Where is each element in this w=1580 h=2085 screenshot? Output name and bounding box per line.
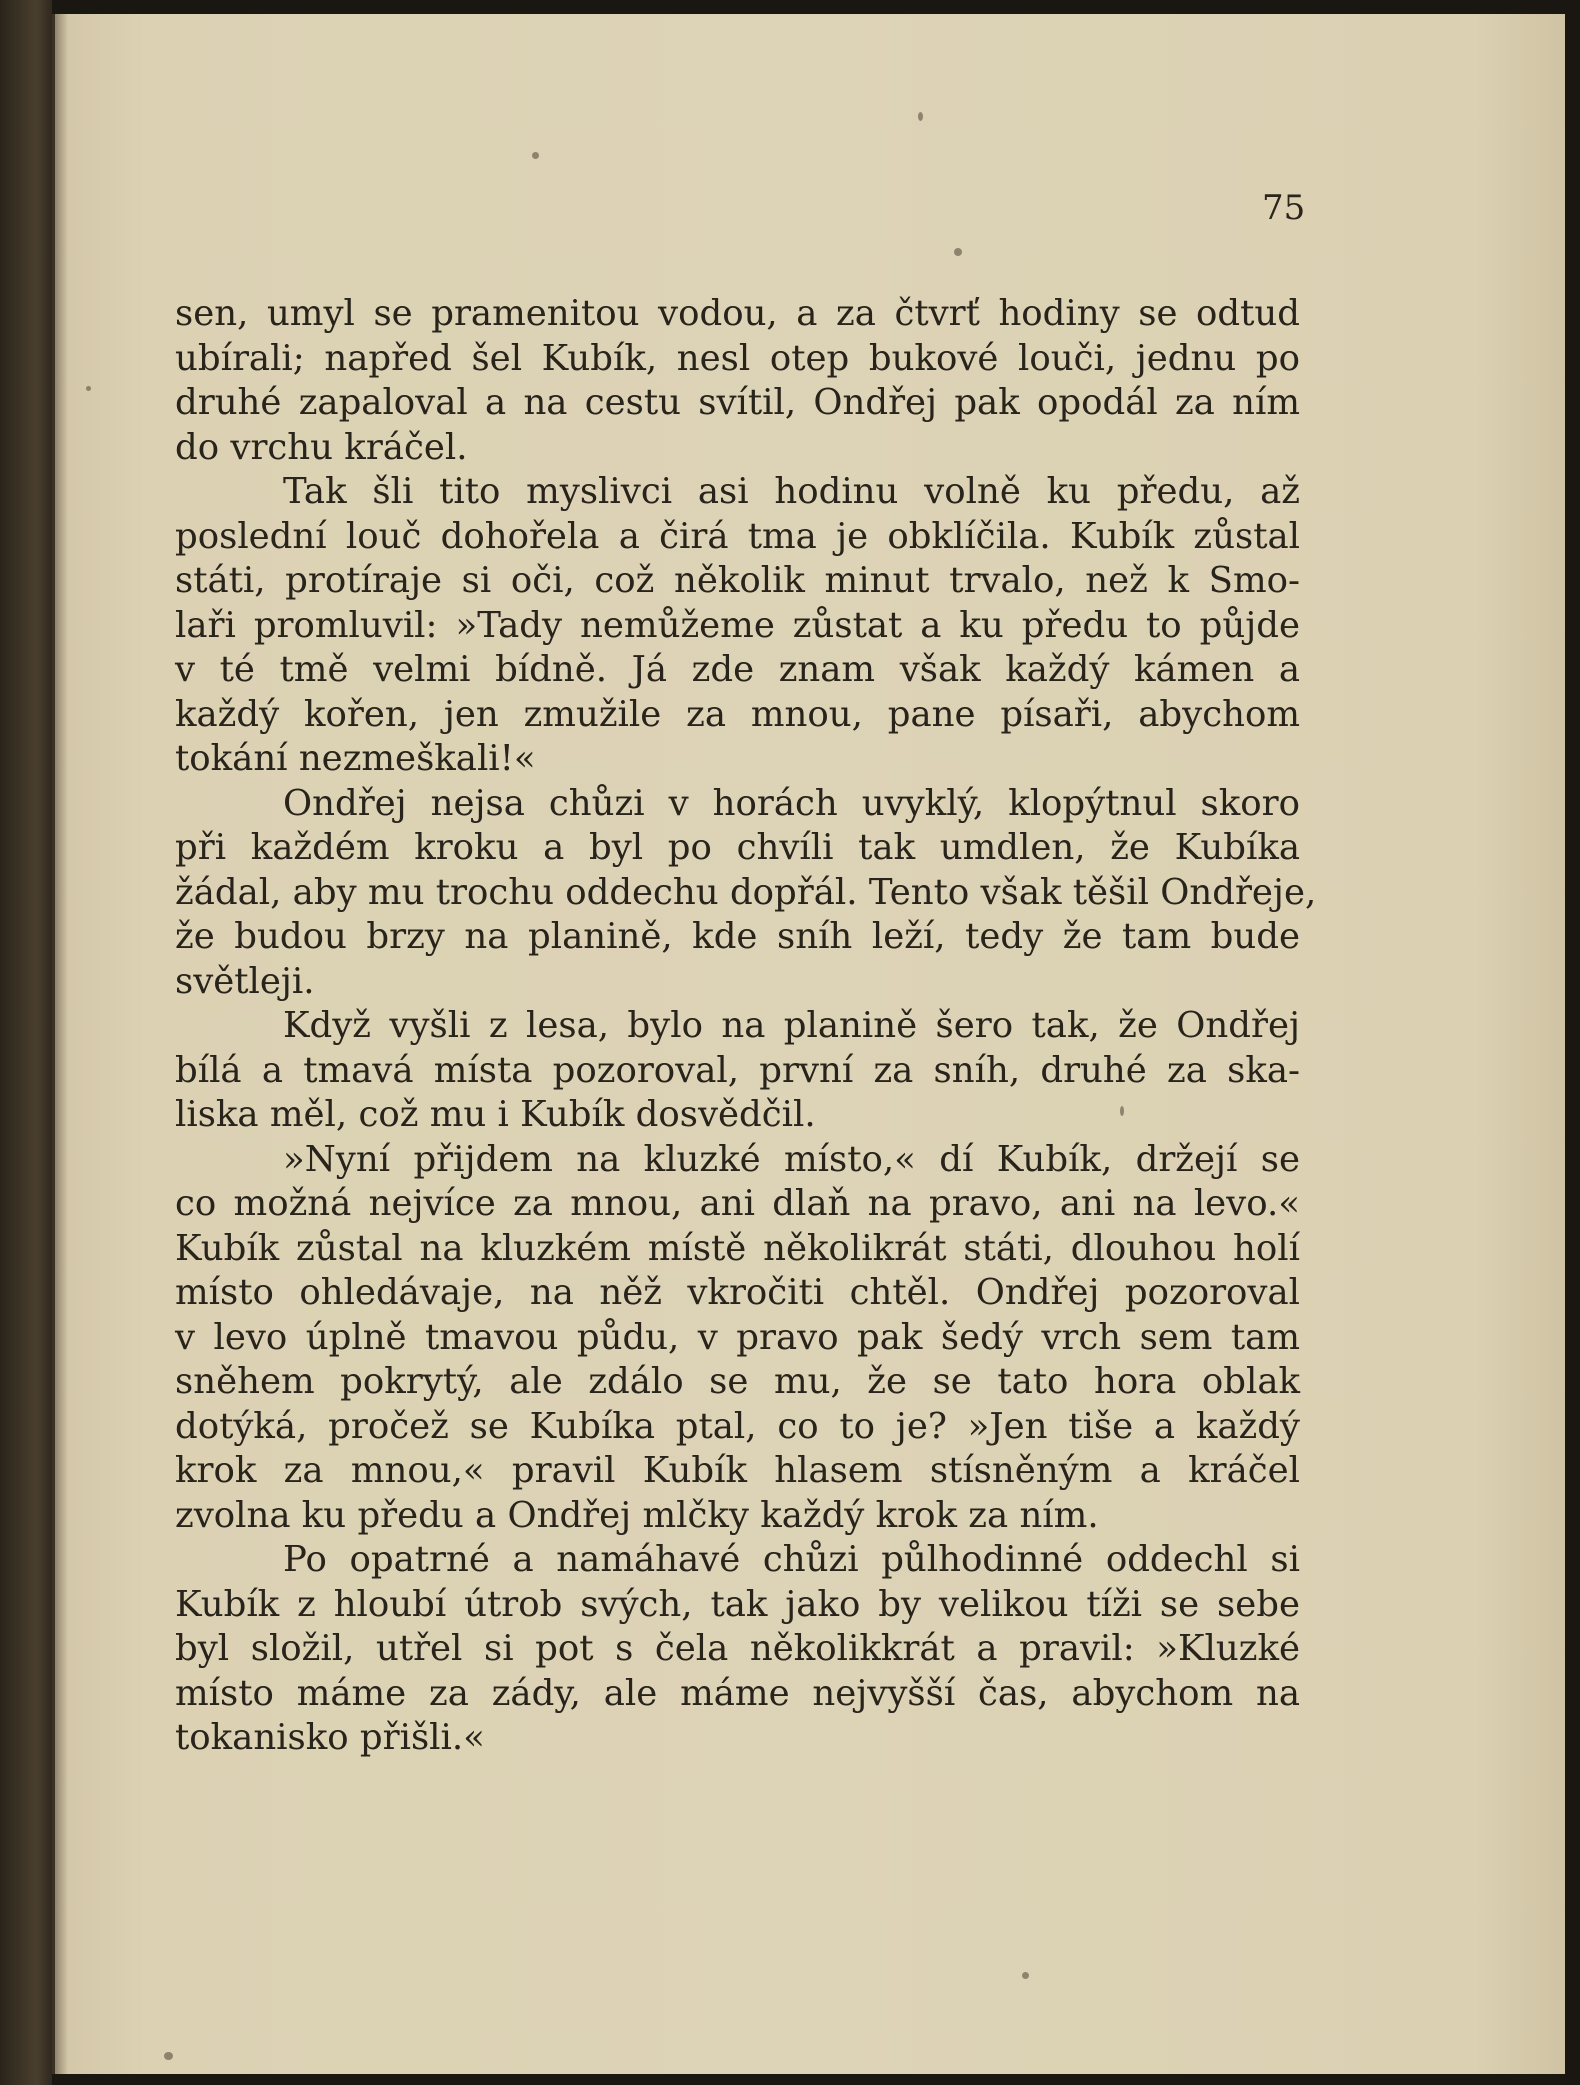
paper-speck: [918, 112, 923, 121]
text-line: co možná nejvíce za mnou, ani dlaň na pravo, ani na levo.«: [175, 1183, 1300, 1224]
text-line: byl složil, utřel si pot s čela několikkrát a pravil: »Kluzké: [175, 1628, 1300, 1669]
paper-speck: [954, 248, 962, 256]
paper-speck: [164, 2052, 173, 2060]
paper-speck: [1022, 1972, 1029, 1979]
text-line: Po opatrné a namáhavé chůzi půlhodinné oddechl si: [283, 1539, 1300, 1580]
gutter-shadow: [52, 14, 68, 2074]
text-line: každý kořen, jen zmužile za mnou, pane písaři, abychom: [175, 693, 1300, 735]
text-line: žádal, aby mu trochu oddechu dopřál. Tento však těšil Ondřeje,: [175, 871, 1317, 913]
text-line: sen, umyl se pramenitou vodou, a za čtvrť hodiny se odtud: [175, 293, 1300, 334]
text-line: zvolna ku předu a Ondřej mlčky každý krok za ním.: [175, 1494, 1099, 1536]
text-line: ubírali; napřed šel Kubík, nesl otep bukové louči, jednu po: [175, 337, 1300, 379]
book-spine-edge: [0, 0, 52, 2085]
page-number: 75: [1262, 188, 1306, 228]
text-line: v té tmě velmi bídně. Já zde znam však každý kámen a: [175, 649, 1300, 690]
paper-speck: [86, 386, 91, 391]
text-line: laři promluvil: »Tady nemůžeme zůstat a ku předu to půjde: [175, 604, 1300, 646]
text-line: světleji.: [175, 960, 315, 1002]
text-line: bílá a tmavá místa pozoroval, první za sníh, druhé za ska-: [175, 1049, 1300, 1091]
text-line: místo ohledávaje, na něž vkročiti chtěl. Ondřej pozoroval: [175, 1272, 1300, 1313]
text-line: v levo úplně tmavou půdu, v pravo pak šedý vrch sem tam: [175, 1316, 1300, 1358]
text-line: do vrchu kráčel.: [175, 426, 468, 468]
text-line: sněhem pokrytý, ale zdálo se mu, že se tato hora oblak: [175, 1361, 1300, 1402]
text-line: poslední louč dohořela a čirá tma je obklíčila. Kubík zůstal: [175, 515, 1300, 557]
text-line: tokání nezmeškali!«: [175, 738, 536, 779]
text-line: Kubík z hloubí útrob svých, tak jako by velikou tíži se sebe: [175, 1583, 1300, 1625]
text-line: dotýká, pročež se Kubíka ptal, co to je? »Jen tiše a každý: [175, 1405, 1300, 1447]
text-line: tokanisko přišli.«: [175, 1717, 485, 1758]
text-line: státi, protíraje si oči, což několik minut trvalo, než k Smo-: [175, 560, 1300, 601]
body-text: [175, 292, 1317, 1761]
text-line: při každém kroku a byl po chvíli tak umdlen, že Kubíka: [175, 827, 1300, 868]
text-line: druhé zapaloval a na cestu svítil, Ondřej pak opodál za ním: [175, 382, 1300, 423]
text-line: Když vyšli z lesa, bylo na planině šero tak, že Ondřej: [283, 1005, 1300, 1046]
text-line: Kubík zůstal na kluzkém místě několikrát státi, dlouhou holí: [175, 1227, 1300, 1269]
text-line: liska měl, což mu i Kubík dosvědčil.: [175, 1094, 816, 1135]
text-line: »Nyní přijdem na kluzké místo,« dí Kubík, držejí se: [283, 1138, 1300, 1180]
text-line: Ondřej nejsa chůzi v horách uvyklý, klopýtnul skoro: [283, 782, 1300, 824]
text-line: krok za mnou,« pravil Kubík hlasem stísněným a kráčel: [175, 1450, 1300, 1491]
text-line: místo máme za zády, ale máme nejvyšší čas, abychom na: [175, 1672, 1300, 1714]
text-line: že budou brzy na planině, kde sníh leží, tedy že tam bude: [175, 916, 1300, 957]
text-line: Tak šli tito myslivci asi hodinu volně ku předu, až: [283, 471, 1300, 512]
paper-speck: [532, 152, 539, 159]
